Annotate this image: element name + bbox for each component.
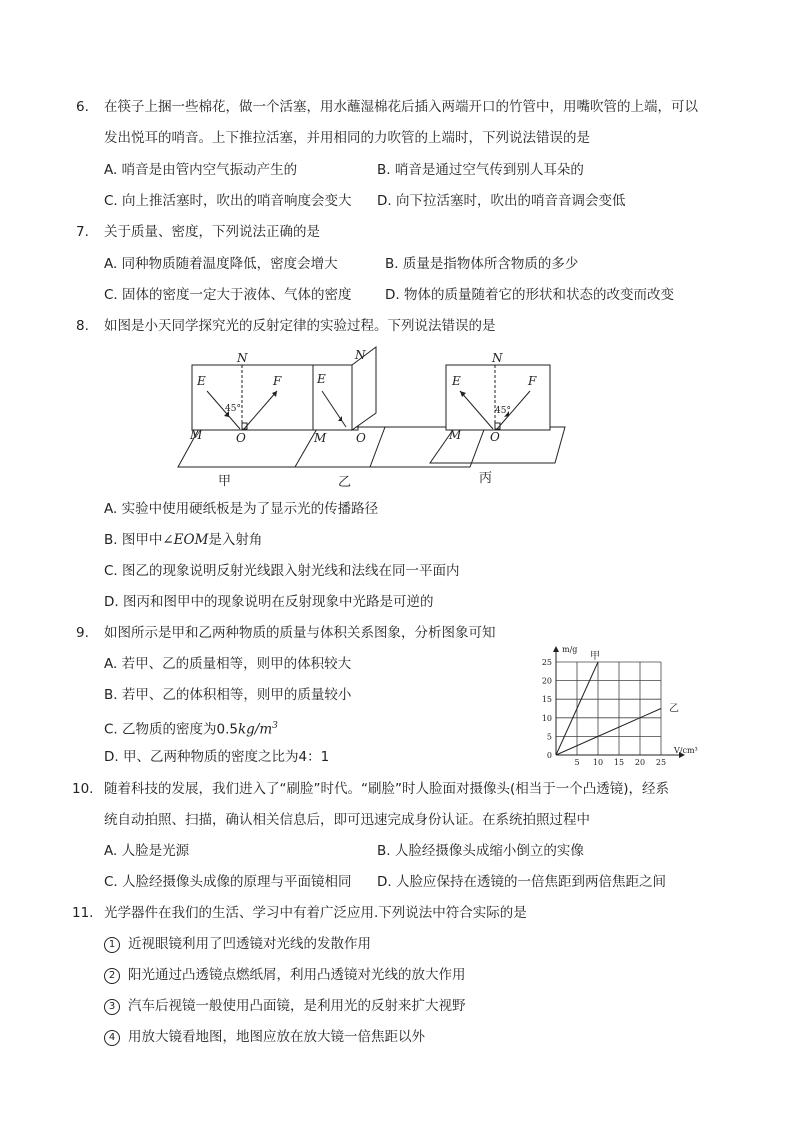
fig-bing-angle-label: 45° — [495, 406, 511, 416]
chart-y-tick-label: 10 — [541, 713, 552, 723]
fig-yi-label-e: E — [317, 372, 326, 386]
question-9-option-c-exponent: 3 — [272, 721, 278, 731]
fig-jia-angle-label: 45° — [225, 404, 241, 414]
item-marker-circle: 3 — [104, 999, 120, 1015]
chart-y-axis-label: m/g — [562, 645, 578, 654]
chart-x-tick-label: 5 — [574, 758, 580, 767]
question-10-option-c: C. 人脸经摄像头成像的原理与平面镜相同 — [104, 874, 352, 890]
chart-x-tick-label: 10 — [592, 758, 604, 767]
fig-bing-label-n: N — [492, 351, 503, 365]
question-8-option-b — [104, 531, 262, 549]
question-7-option-d: D. 物体的质量随着它的形状和状态的改变而改变 — [385, 287, 674, 303]
question-11-item-text: 汽车后视镜一般使用凸面镜，是利用光的反射来扩大视野 — [128, 998, 466, 1014]
question-9-option-c — [104, 717, 278, 739]
question-11-item-text: 近视眼镜利用了凹透镜对光线的发散作用 — [128, 936, 371, 952]
question-9-option-c-unit: kg/m — [237, 721, 273, 738]
question-11-item — [104, 935, 371, 953]
fig-yi-label-m: M — [314, 431, 327, 445]
question-8-option-b-prefix: B. 图甲中 — [104, 532, 163, 548]
fig-bing-label-f: F — [528, 374, 537, 388]
question-7-stem: 关于质量、密度，下列说法正确的是 — [104, 224, 320, 240]
question-11-number: 11. — [72, 905, 94, 921]
question-9-option-a: A. 若甲、乙的质量相等，则甲的体积较大 — [104, 656, 352, 672]
fig-caption-jia: 甲 — [218, 474, 232, 489]
chart-origin-label: 0 — [546, 751, 552, 760]
chart-y-tick-label: 15 — [541, 695, 552, 705]
question-10-option-a: A. 人脸是光源 — [104, 843, 190, 859]
question-10-number: 10. — [72, 781, 94, 797]
question-8-stem: 如图是小天同学探究光的反射定律的实验过程。下列说法错误的是 — [104, 318, 496, 334]
question-9-stem: 如图所示是甲和乙两种物质的质量与体积关系图象，分析图象可知 — [104, 625, 496, 641]
chart-x-tick-label: 25 — [655, 758, 667, 767]
question-7-option-c: C. 固体的密度一定大于液体、气体的密度 — [104, 287, 352, 303]
question-9-option-c-prefix: C. 乙物质的密度为0.5 — [104, 721, 238, 738]
fig-jia-label-e: E — [197, 374, 206, 388]
question-8-option-b-suffix: 是入射角 — [208, 532, 263, 548]
fig-caption-yi: 乙 — [338, 475, 352, 490]
question-6-option-a: A. 哨音是由管内空气振动产生的 — [104, 162, 298, 178]
chart-series-line — [556, 709, 661, 756]
question-6-number: 6. — [76, 99, 89, 115]
chart-series-label: 甲 — [590, 651, 600, 662]
question-11-item-text: 用放大镜看地图，地图应放在放大镜一倍焦距以外 — [128, 1029, 425, 1045]
reflection-experiment-figure — [170, 345, 570, 493]
question-8-option-a: A. 实验中使用硬纸板是为了显示光的传播路径 — [104, 501, 379, 517]
fig-bing-label-m: M — [449, 428, 462, 442]
question-11-item — [104, 1028, 425, 1046]
question-8-option-b-angle: ∠EOM — [162, 532, 209, 548]
chart-x-axis-label: V/cm³ — [674, 746, 698, 755]
question-9-option-b: B. 若甲、乙的体积相等，则甲的质量较小 — [104, 687, 352, 703]
fig-yi-label-n: N — [355, 348, 366, 362]
question-6-option-b: B. 哨音是通过空气传到别人耳朵的 — [377, 162, 584, 178]
question-8-option-c: C. 图乙的现象说明反射光线跟入射光线和法线在同一平面内 — [104, 563, 460, 579]
question-10-stem: 随着科技的发展，我们进入了“刷脸”时代。“刷脸”时人脸面对摄像头(相当于一个凸透镜)，经系 — [104, 781, 670, 797]
fig-yi-label-o: O — [356, 431, 366, 445]
question-11-item — [104, 966, 466, 984]
question-7-option-b: B. 质量是指物体所含物质的多少 — [385, 256, 579, 272]
item-marker-circle: 1 — [104, 937, 120, 953]
chart-y-tick-label: 25 — [541, 658, 552, 667]
question-7-number: 7. — [76, 224, 89, 240]
question-9-option-d: D. 甲、乙两种物质的密度之比为4：1 — [104, 749, 330, 765]
question-7-option-a: A. 同种物质随着温度降低，密度会增大 — [104, 256, 338, 272]
chart-x-tick-label: 15 — [613, 758, 625, 767]
question-9-number: 9. — [76, 625, 89, 641]
chart-y-tick-label: 20 — [541, 676, 552, 686]
question-11-stem: 光学器件在我们的生活、学习中有着广泛应用.下列说法中符合实际的是 — [104, 905, 527, 921]
chart-y-tick-label: 5 — [546, 732, 552, 742]
question-11-item — [104, 997, 466, 1015]
chart-x-tick-label: 20 — [634, 758, 646, 767]
question-10-stem-cont: 统自动拍照、扫描，确认相关信息后，即可迅速完成身份认证。在系统拍照过程中 — [104, 812, 590, 828]
fig-jia-label-m: M — [190, 428, 203, 442]
question-8-option-d: D. 图丙和图甲中的现象说明在反射现象中光路是可逆的 — [104, 594, 434, 610]
question-10-option-b: B. 人脸经摄像头成缩小倒立的实像 — [377, 843, 584, 859]
fig-caption-bing: 丙 — [479, 471, 493, 486]
fig-jia-label-o: O — [236, 431, 246, 445]
chart-y-axis-arrow — [553, 646, 559, 652]
fig-jia-mirror-plane — [178, 427, 385, 467]
fig-jia-label-f: F — [273, 374, 282, 388]
chart-series-label: 乙 — [669, 703, 679, 715]
question-6-option-c: C. 向上推活塞时，吹出的哨音响度会变大 — [104, 193, 352, 209]
question-11-item-text: 阳光通过凸透镜点燃纸屑，利用凸透镜对光线的放大作用 — [128, 967, 466, 983]
question-6-stem: 在筷子上捆一些棉花，做一个活塞，用水蘸湿棉花后插入两端开口的竹管中，用嘴吹管的上端，可以 — [104, 99, 698, 115]
fig-bing-label-o: O — [490, 430, 500, 444]
fig-bing-label-e: E — [452, 374, 461, 388]
question-10-option-d: D. 人脸应保持在透镜的一倍焦距到两倍焦距之间 — [377, 874, 666, 890]
question-6-option-d: D. 向下拉活塞时，吹出的哨音音调会变低 — [377, 193, 626, 209]
item-marker-circle: 4 — [104, 1030, 120, 1046]
fig-jia-label-n: N — [237, 351, 248, 365]
question-8-number: 8. — [76, 318, 89, 334]
item-marker-circle: 2 — [104, 968, 120, 984]
mass-volume-chart — [530, 638, 710, 770]
question-6-stem-cont: 发出悦耳的哨音。上下推拉活塞，并用相同的力吹管的上端时，下列说法错误的是 — [104, 130, 590, 146]
